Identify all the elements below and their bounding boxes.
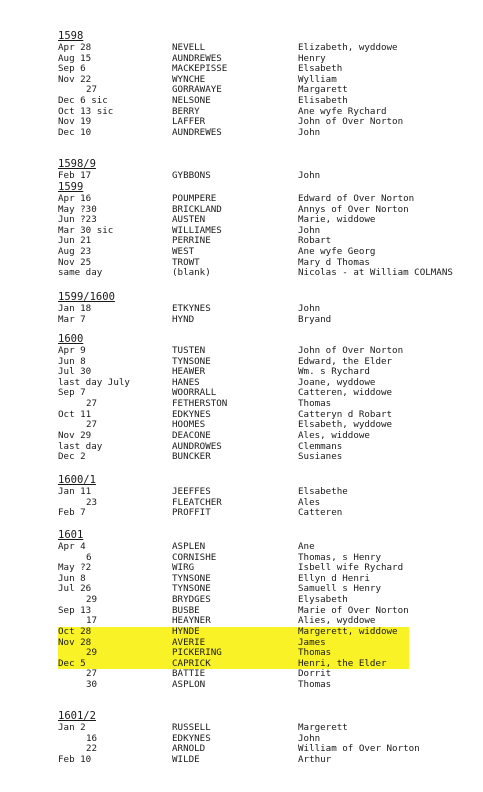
entry-given-name: Edward of Over Norton bbox=[298, 193, 415, 204]
entry-date: Oct 28 bbox=[58, 625, 92, 637]
entry-date: Apr 9 bbox=[58, 345, 86, 356]
entry-surname: PROFFIT bbox=[172, 507, 211, 519]
entry-surname: HEAYNER bbox=[172, 615, 211, 627]
entry-date: 22 bbox=[86, 743, 98, 755]
entry-date: Apr 28 bbox=[58, 42, 92, 53]
burial-entry bbox=[0, 659, 483, 670]
burial-entry bbox=[0, 346, 483, 357]
entry-given-name: Thomas bbox=[298, 679, 332, 691]
burial-entry bbox=[0, 315, 483, 326]
entry-surname: EDKYNES bbox=[172, 408, 211, 420]
entry-surname: BRICKLAND bbox=[172, 203, 222, 215]
entry-given-name: Arthur bbox=[298, 753, 332, 765]
entry-date: Nov 19 bbox=[58, 116, 92, 128]
entry-date: 29 bbox=[86, 647, 98, 659]
burial-entry bbox=[0, 410, 483, 421]
burial-entry bbox=[0, 75, 483, 86]
burial-entry bbox=[0, 638, 483, 649]
year-heading: 1599 bbox=[58, 181, 84, 193]
entry-given-name: James bbox=[298, 636, 326, 648]
entry-given-name: Samuell s Henry bbox=[298, 583, 381, 595]
entry-given-name: John bbox=[298, 732, 321, 744]
entry-date: May ?2 bbox=[58, 562, 92, 574]
entry-date: Jan 18 bbox=[58, 303, 92, 314]
entry-given-name: Susianes bbox=[298, 451, 343, 463]
entry-date: Jan 2 bbox=[58, 722, 86, 733]
burial-entry bbox=[0, 128, 483, 139]
entry-given-name: Margerett bbox=[298, 722, 348, 733]
year-heading: 1598 bbox=[58, 30, 84, 42]
entry-surname: GYBBONS bbox=[172, 170, 211, 181]
entry-date: Nov 29 bbox=[58, 429, 92, 441]
burial-entry bbox=[0, 194, 483, 205]
burial-entry bbox=[0, 627, 483, 638]
entry-surname: TYNSONE bbox=[172, 355, 211, 367]
entry-date: 16 bbox=[86, 732, 98, 744]
entry-date: Apr 4 bbox=[58, 541, 86, 552]
entry-surname: WOORRALL bbox=[172, 387, 217, 399]
entry-given-name: Elisabeth bbox=[298, 95, 348, 107]
entry-given-name: Catteren bbox=[298, 507, 343, 519]
entry-date: Jan 11 bbox=[58, 486, 92, 497]
entry-given-name: Clemmans bbox=[298, 440, 343, 452]
year-heading: 1601/2 bbox=[58, 710, 96, 722]
entry-given-name: Henry bbox=[298, 52, 326, 64]
entry-surname: ASPLON bbox=[172, 679, 206, 691]
entry-surname: RUSSELL bbox=[172, 722, 211, 733]
entry-given-name: Thomas bbox=[298, 398, 332, 410]
entry-surname: PICKERING bbox=[172, 647, 222, 659]
entry-surname: BERRY bbox=[172, 105, 200, 117]
burial-entry bbox=[0, 452, 483, 463]
entry-date: Feb 10 bbox=[58, 753, 92, 765]
entry-date: 6 bbox=[86, 551, 92, 563]
entry-date: 27 bbox=[86, 419, 98, 431]
entry-date: Jul 30 bbox=[58, 366, 92, 378]
entry-surname: BATTIE bbox=[172, 668, 206, 680]
entry-surname: TYNSONE bbox=[172, 572, 211, 584]
burial-entry bbox=[0, 487, 483, 498]
entry-surname: AUNDREWES bbox=[172, 126, 222, 138]
entry-surname: AVERIE bbox=[172, 636, 206, 648]
burial-entry bbox=[0, 669, 483, 680]
entry-given-name: Thomas bbox=[298, 647, 332, 659]
entry-surname: CORNISHE bbox=[172, 551, 217, 563]
entry-surname: WYNCHE bbox=[172, 73, 206, 85]
entry-given-name: Ane wyfe Georg bbox=[298, 246, 376, 258]
entry-surname: EDKYNES bbox=[172, 732, 211, 744]
entry-given-name: Catteryn d Robart bbox=[298, 408, 393, 420]
entry-date: Mar 7 bbox=[58, 313, 86, 325]
burial-entry bbox=[0, 171, 483, 182]
entry-given-name: John bbox=[298, 303, 321, 314]
entry-surname: FLEATCHER bbox=[172, 496, 222, 508]
entry-date: Jun 21 bbox=[58, 235, 92, 247]
entry-given-name: Isbell wife Rychard bbox=[298, 562, 404, 574]
entry-given-name: Annys of Over Norton bbox=[298, 203, 409, 215]
entry-given-name: Margerett, widdowe bbox=[298, 625, 398, 637]
entry-date: 27 bbox=[86, 398, 98, 410]
entry-date: 30 bbox=[86, 679, 98, 691]
entry-date: Aug 23 bbox=[58, 246, 92, 258]
entry-surname: FETHERSTON bbox=[172, 398, 228, 410]
entry-date: same day bbox=[58, 267, 103, 279]
entry-date: 27 bbox=[86, 668, 98, 680]
entry-date: Sep 13 bbox=[58, 604, 92, 616]
entry-given-name: John bbox=[298, 126, 321, 138]
entry-surname: WILDE bbox=[172, 753, 200, 765]
entry-date: Nov 22 bbox=[58, 73, 92, 85]
entry-date: last day bbox=[58, 440, 103, 452]
entry-given-name: Nicolas - at William COLMANS bbox=[298, 267, 453, 279]
entry-date: Dec 10 bbox=[58, 126, 92, 138]
entry-date: Oct 13 sic bbox=[58, 105, 114, 117]
entry-date: Dec 5 bbox=[58, 657, 86, 669]
entry-surname: AUSTEN bbox=[172, 214, 206, 226]
burial-entry bbox=[0, 508, 483, 519]
entry-surname: DEACONE bbox=[172, 429, 211, 441]
burial-entry bbox=[0, 606, 483, 617]
entry-date: Jun 8 bbox=[58, 355, 86, 367]
entry-given-name: Elsabeth, wyddowe bbox=[298, 419, 393, 431]
entry-given-name: Thomas, s Henry bbox=[298, 551, 381, 563]
entry-date: Feb 7 bbox=[58, 507, 86, 519]
entry-given-name: John bbox=[298, 224, 321, 236]
entry-date: 27 bbox=[86, 84, 98, 96]
entry-surname: BRYDGES bbox=[172, 594, 211, 606]
entry-date: Jul 26 bbox=[58, 583, 92, 595]
entry-date: Nov 25 bbox=[58, 256, 92, 268]
burial-entry bbox=[0, 755, 483, 766]
year-heading: 1599/1600 bbox=[58, 291, 115, 303]
entry-date: Aug 15 bbox=[58, 52, 92, 64]
entry-date: Oct 11 bbox=[58, 408, 92, 420]
entry-surname: HANES bbox=[172, 376, 200, 388]
burial-entry bbox=[0, 723, 483, 734]
entry-date: May ?30 bbox=[58, 203, 97, 215]
entry-given-name: Catteren, widdowe bbox=[298, 387, 393, 399]
year-heading: 1601 bbox=[58, 529, 84, 541]
entry-date: Apr 16 bbox=[58, 193, 92, 204]
entry-surname: GORRAWAYE bbox=[172, 84, 222, 96]
entry-given-name: Ane bbox=[298, 541, 315, 552]
entry-surname: TUSTEN bbox=[172, 345, 206, 356]
burial-entry bbox=[0, 304, 483, 315]
entry-surname: CAPRICK bbox=[172, 657, 211, 669]
entry-surname: AUNDROWES bbox=[172, 440, 222, 452]
entry-date: 23 bbox=[86, 496, 98, 508]
entry-surname: POUMPERE bbox=[172, 193, 217, 204]
burial-entry bbox=[0, 268, 483, 279]
entry-surname: ARNOLD bbox=[172, 743, 206, 755]
entry-surname: MACKEPISSE bbox=[172, 63, 228, 75]
entry-surname: BUNCKER bbox=[172, 451, 211, 463]
entry-given-name: Henri, the Elder bbox=[298, 657, 387, 669]
entry-given-name: Bryand bbox=[298, 313, 332, 325]
entry-given-name: Wylliam bbox=[298, 73, 337, 85]
entry-date: Dec 6 sic bbox=[58, 95, 108, 107]
entry-given-name: Wm. s Rychard bbox=[298, 366, 370, 378]
year-heading: 1598/9 bbox=[58, 158, 96, 170]
burial-entry bbox=[0, 542, 483, 553]
burial-entry bbox=[0, 431, 483, 442]
entry-surname: TYNSONE bbox=[172, 583, 211, 595]
entry-surname: HYNDE bbox=[172, 625, 200, 637]
entry-date: Jun 8 bbox=[58, 572, 86, 584]
entry-given-name: Ane wyfe Rychard bbox=[298, 105, 387, 117]
entry-given-name: Elizabeth, wyddowe bbox=[298, 42, 398, 53]
entry-surname: HYND bbox=[172, 313, 195, 325]
entry-surname: TROWT bbox=[172, 256, 200, 268]
entry-surname: (blank) bbox=[172, 267, 211, 279]
entry-surname: ETKYNES bbox=[172, 303, 211, 314]
entry-given-name: Margarett bbox=[298, 84, 348, 96]
entry-date: Nov 28 bbox=[58, 636, 92, 648]
entry-surname: AUNDREWES bbox=[172, 52, 222, 64]
entry-given-name: Joane, wyddowe bbox=[298, 376, 376, 388]
entry-given-name: John of Over Norton bbox=[298, 116, 404, 128]
entry-given-name: John bbox=[298, 170, 321, 181]
entry-given-name: Elysabeth bbox=[298, 594, 348, 606]
entry-surname: HEAWER bbox=[172, 366, 206, 378]
entry-surname: WEST bbox=[172, 246, 195, 258]
entry-surname: LAFFER bbox=[172, 116, 206, 128]
entry-given-name: Elsabethe bbox=[298, 486, 348, 497]
entry-date: Mar 30 sic bbox=[58, 224, 114, 236]
burial-entry bbox=[0, 388, 483, 399]
entry-given-name: Edward, the Elder bbox=[298, 355, 393, 367]
entry-given-name: Dorrit bbox=[298, 668, 332, 680]
entry-surname: PERRINE bbox=[172, 235, 211, 247]
burial-entry bbox=[0, 680, 483, 691]
entry-date: Sep 6 bbox=[58, 63, 86, 75]
entry-surname: JEEFFES bbox=[172, 486, 211, 497]
entry-given-name: Alies, wyddowe bbox=[298, 615, 376, 627]
entry-given-name: Marie, widdowe bbox=[298, 214, 376, 226]
entry-surname: NEVELL bbox=[172, 42, 206, 53]
entry-date: 29 bbox=[86, 594, 98, 606]
entry-surname: WILLIAMES bbox=[172, 224, 222, 236]
entry-date: Sep 7 bbox=[58, 387, 86, 399]
entry-given-name: Robart bbox=[298, 235, 332, 247]
entry-given-name: Ellyn d Henri bbox=[298, 572, 370, 584]
burial-entry bbox=[0, 43, 483, 54]
entry-given-name: Ales bbox=[298, 496, 321, 508]
burial-entry bbox=[0, 584, 483, 595]
entry-date: last day July bbox=[58, 376, 130, 388]
entry-given-name: Marie of Over Norton bbox=[298, 604, 409, 616]
entry-given-name: John of Over Norton bbox=[298, 345, 404, 356]
entry-given-name: Mary d Thomas bbox=[298, 256, 370, 268]
entry-surname: WIRG bbox=[172, 562, 195, 574]
entry-date: Jun ?23 bbox=[58, 214, 97, 226]
entry-surname: BUSBE bbox=[172, 604, 200, 616]
entry-surname: ASPLEN bbox=[172, 541, 206, 552]
entry-date: Feb 17 bbox=[58, 170, 92, 181]
entry-date: Dec 2 bbox=[58, 451, 86, 463]
entry-surname: NELSONE bbox=[172, 95, 211, 107]
entry-given-name: Elsabeth bbox=[298, 63, 343, 75]
entry-date: 17 bbox=[86, 615, 98, 627]
year-heading: 1600 bbox=[58, 333, 84, 345]
year-heading: 1600/1 bbox=[58, 474, 96, 486]
entry-given-name: William of Over Norton bbox=[298, 743, 420, 755]
entry-given-name: Ales, widdowe bbox=[298, 429, 370, 441]
entry-surname: HOOMES bbox=[172, 419, 206, 431]
